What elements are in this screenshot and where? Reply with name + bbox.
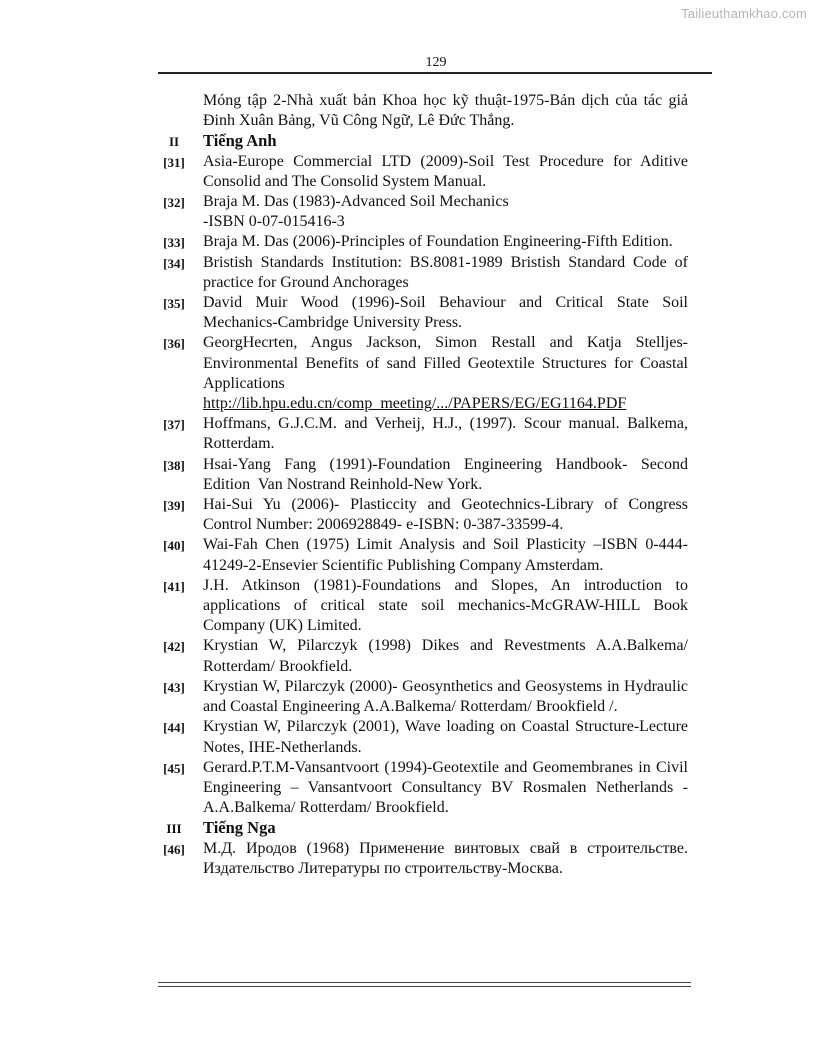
list-item [0, 333, 816, 414]
reference-text: Krystian W, Pilarczyk (1998) Dikes and Revestments A.A.Balkema/ Rotterdam/ Brookfield. [203, 637, 688, 675]
list-item [0, 293, 816, 333]
reference-number: [41] [163, 578, 185, 594]
reference-text: Braja M. Das (1983)-Advanced Soil Mechanics [203, 193, 509, 211]
reference-number: [44] [163, 720, 185, 736]
reference-text: Hai-Sui Yu (2006)- Plasticcity and Geotechnics-Library of Congress Control Number: 2006928849- e-ISBN: 0-387-33599-4. [203, 496, 688, 534]
section-numeral: II [168, 134, 180, 150]
reference-text: Krystian W, Pilarczyk (2000)- Geosynthetics and Geosystems in Hydraulic and Coastal Engineering A.A.Balkema/ Rotterdam/ Brookfield /. [203, 677, 688, 716]
reference-text: Braja M. Das (2006)-Principles of Foundation Engineering-Fifth Edition. [203, 233, 673, 251]
list-item [0, 455, 816, 495]
section-numeral: III [166, 821, 182, 837]
reference-number: [38] [163, 457, 185, 473]
section-heading-russian [0, 818, 816, 838]
list-item [0, 535, 816, 575]
footer-divider [158, 982, 691, 987]
reference-number: [40] [163, 538, 185, 554]
reference-text: Gerard.P.T.M-Vansantvoort (1994)-Geotextile and Geomembranes in Civil Engineering – Vansantvoort Consultancy BV Rosmalen Netherlands -A.A.Balkema/ Rotterdam/ Brookfield. [203, 758, 688, 817]
reference-text: Móng tập 2-Nhà xuất bản Khoa học kỹ thuật-1975-Bản dịch của tác giả Đinh Xuân Bảng, Vũ Công Ngữ, Lê Đức Thắng. [203, 92, 688, 130]
reference-number: [32] [163, 195, 185, 211]
list-item [0, 839, 816, 879]
reference-number: [39] [163, 498, 185, 514]
reference-number: [42] [163, 639, 185, 655]
list-item [0, 677, 816, 717]
reference-text: GeorgHecrten, Angus Jackson, Simon Restall and Katja Stelljes-Environmental Benefits of sand Filled Geotextile Structures for Coastal Applications [203, 334, 688, 392]
reference-text: Krystian W, Pilarczyk (2001), Wave loading on Coastal Structure-Lecture Notes, IHE-Netherlands. [203, 718, 688, 756]
reference-number: [37] [163, 417, 185, 433]
list-item [0, 91, 816, 131]
list-item [0, 495, 816, 535]
list-item [0, 758, 816, 819]
section-title: Tiếng Nga [203, 818, 276, 838]
reference-number: [33] [163, 235, 185, 251]
reference-text: J.H. Atkinson (1981)-Foundations and Slopes, An introduction to applications of critical state soil mechanics-McGRAW-HILL Book Company (UK) Limited. [203, 576, 688, 635]
list-item [0, 717, 816, 757]
reference-text: Hoffmans, G.J.C.M. and Verheij, H.J., (1997). Scour manual. Balkema, Rotterdam. [203, 415, 688, 453]
reference-text: Hsai-Yang Fang (1991)-Foundation Engineering Handbook- Second Edition Van Nostrand Reinhold-New York. [203, 455, 692, 493]
page-number: 129 [425, 55, 447, 70]
header-divider [158, 72, 712, 74]
list-item [0, 636, 816, 676]
section-title: Tiếng Anh [203, 131, 277, 151]
list-item [0, 192, 816, 232]
reference-text: David Muir Wood (1996)-Soil Behaviour and Critical State Soil Mechanics-Cambridge University Press. [203, 294, 688, 332]
reference-number: [36] [163, 336, 185, 352]
section-heading-english [0, 131, 816, 151]
reference-text: М.Д. Иродов (1968) Применение винтовых свай в строительстве. Издательство Литературы по строительству-Москва. [203, 839, 688, 877]
reference-number: [35] [163, 296, 185, 312]
reference-text: Bristish Standards Institution: BS.8081-1989 Bristish Standard Code of practice for Ground Anchorages [203, 253, 688, 291]
watermark: Tailieuthamkhao.com [681, 6, 807, 21]
list-item [0, 253, 816, 293]
reference-number: [34] [163, 255, 185, 271]
reference-number: [43] [163, 679, 185, 695]
list-item [0, 152, 816, 192]
reference-number: [31] [163, 154, 185, 170]
reference-number: [45] [163, 760, 185, 776]
list-item [0, 414, 816, 454]
reference-link[interactable]: http://lib.hpu.edu.cn/comp_meeting/.../PAPERS/EG/EG1164.PDF [203, 395, 627, 413]
reference-text: Wai-Fah Chen (1975) Limit Analysis and Soil Plasticity –ISBN 0-444-41249-2-Ensevier Scientific Publishing Company Amsterdam. [203, 536, 688, 574]
list-item [0, 232, 816, 252]
reference-number: [46] [163, 841, 185, 857]
reference-isbn: -ISBN 0-07-015416-3 [203, 213, 345, 231]
reference-list [0, 91, 816, 879]
list-item [0, 576, 816, 637]
reference-text: Asia-Europe Commercial LTD (2009)-Soil Test Procedure for Aditive Consolid and The Consolid System Manual. [203, 152, 688, 190]
